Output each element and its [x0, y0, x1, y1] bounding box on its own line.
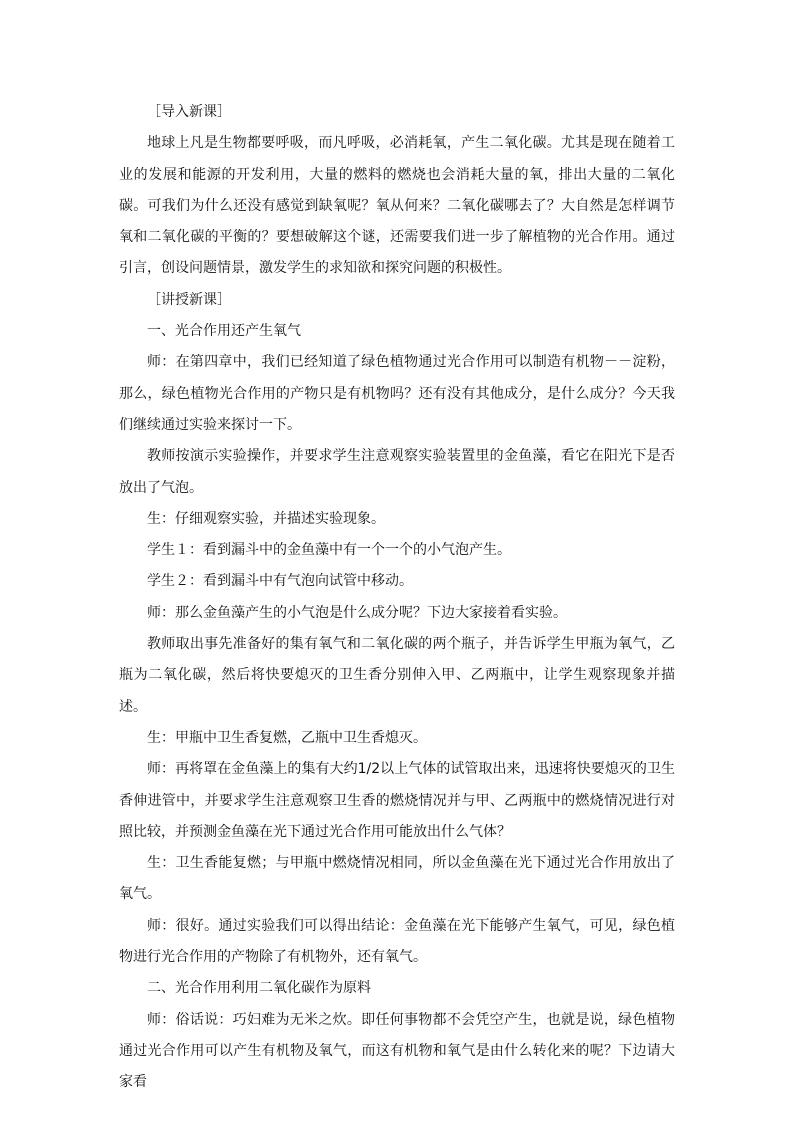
teacher-paragraph: 师：再将罩在金鱼藻上的集有大约1/2以上气体的试管取出来，迅速将快要熄灭的卫生香伸进管中，并要求学生注意观察卫生香的燃烧情况并与甲、乙两瓶中的燃烧情况进行对照比较，并预测金鱼藻在光下通过光合作用可能放出什么气体？	[119, 761, 675, 840]
teacher-conclusion-paragraph: 师：很好。通过实验我们可以得出结论：金鱼藻在光下能够产生氧气，可见，绿色植物进行光合作用的产物除了有机物外，还有氧气。	[119, 917, 675, 966]
section-heading-intro: ［导入新课］	[147, 104, 231, 120]
subheading-carbon-dioxide: 二、光合作用利用二氧化碳作为原料	[147, 980, 371, 997]
teacher-paragraph: 师：那么金鱼藻产生的小气泡是什么成分呢？下边大家接着看实验。	[147, 604, 567, 621]
demo-paragraph: 教师取出事先准备好的集有氧气和二氧化碳的两个瓶子，并告诉学生甲瓶为氧气，乙瓶为二氧化碳，然后将快要熄灭的卫生香分别伸入甲、乙两瓶中，让学生观察现象并描述。	[119, 636, 675, 715]
student-2-paragraph: 学生２：看到漏斗中有气泡向试管中移动。	[147, 573, 413, 590]
subheading-oxygen: 一、光合作用还产生氧气	[147, 323, 301, 340]
document-page	[119, 97, 675, 1099]
teacher-paragraph: 师：俗话说：巧妇难为无米之炊。即任何事物都不会凭空产生，也就是说，绿色植物通过光合作用可以产生有机物及氧气，而这有机物和氧气是由什么转化来的呢？下边请大家看	[119, 1011, 675, 1091]
student-paragraph: 生：仔细观察实验，并描述实验现象。	[147, 510, 385, 527]
intro-paragraph: 地球上凡是生物都要呼吸，而凡呼吸，必消耗氧，产生二氧化碳。尤其是现在随着工业的发展和能源的开发利用，大量的燃料的燃烧也会消耗大量的氧，排出大量的二氧化碳。可我们为什么还没有感觉到缺氧呢？氧从何来？二氧化碳哪去了？大自然是怎样调节氧和二氧化碳的平衡的？要想破解这个谜，还需要我们进一步了解植物的光合作用。通过引言，创设问题情景，激发学生的求知欲和探究问题的积极性。	[119, 135, 675, 277]
student-paragraph: 生：卫生香能复燃；与甲瓶中燃烧情况相同，所以金鱼藻在光下通过光合作用放出了氧气。	[119, 855, 675, 903]
demo-paragraph: 教师按演示实验操作，并要求学生注意观察实验装置里的金鱼藻，看它在阳光下是否放出了气泡。	[119, 448, 675, 496]
student-paragraph: 生：甲瓶中卫生香复燃，乙瓶中卫生香熄灭。	[147, 729, 427, 746]
teacher-paragraph: 师：在第四章中，我们已经知道了绿色植物通过光合作用可以制造有机物－－淀粉，那么，绿色植物光合作用的产物只是有机物吗？还有没有其他成分，是什么成分？今天我们继续通过实验来探讨一下。	[119, 354, 675, 433]
section-heading-lecture: ［讲授新课］	[147, 291, 231, 308]
student-1-paragraph: 学生１：看到漏斗中的金鱼藻中有一个一个的小气泡产生。	[147, 542, 511, 559]
